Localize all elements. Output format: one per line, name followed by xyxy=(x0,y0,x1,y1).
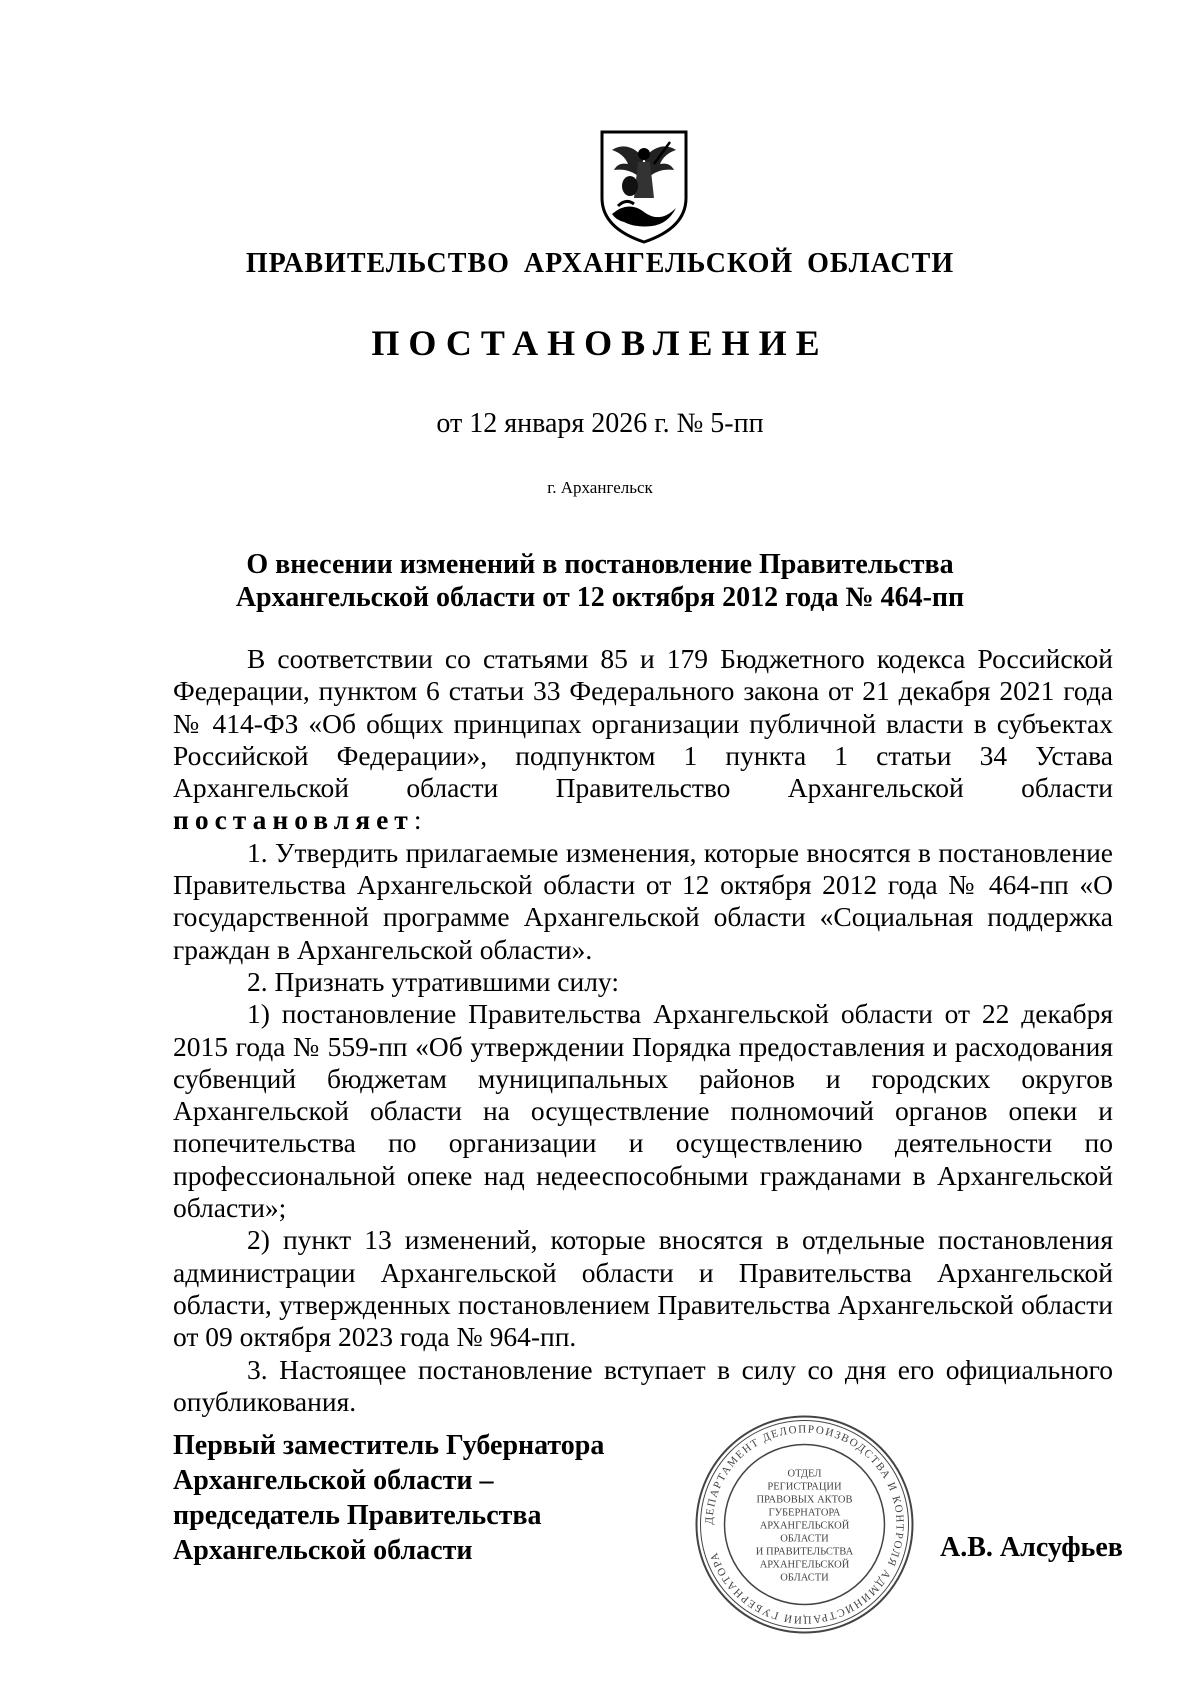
subject-line-1: О внесении изменений в постановление Правительства xyxy=(246,549,954,580)
svg-text:ОБЛАСТИ: ОБЛАСТИ xyxy=(780,1572,829,1584)
svg-text:АРХАНГЕЛЬСКОЙ: АРХАНГЕЛЬСКОЙ xyxy=(759,1559,850,1571)
resolves-word: постановляет xyxy=(173,804,414,836)
item-2: 2. Признать утратившими силу: xyxy=(247,965,619,997)
svg-text:И ПРАВИТЕЛЬСТВА: И ПРАВИТЕЛЬСТВА xyxy=(755,1546,854,1558)
preamble-paragraph xyxy=(173,643,1113,837)
signatory-title xyxy=(173,1428,693,1568)
signatory-name: А.В. Алсуфьев xyxy=(940,1532,1123,1563)
coat-of-arms-icon xyxy=(598,128,690,245)
document-city: г. Архангельск xyxy=(547,478,653,497)
document-body xyxy=(173,643,1113,1418)
svg-text:ОБЛАСТИ: ОБЛАСТИ xyxy=(780,1533,829,1545)
svg-text:ПРАВОВЫХ АКТОВ: ПРАВОВЫХ АКТОВ xyxy=(756,1494,853,1506)
svg-text:АРХАНГЕЛЬСКОЙ: АРХАНГЕЛЬСКОЙ xyxy=(759,1520,850,1532)
document-type: ПОСТАНОВЛЕНИЕ xyxy=(371,323,829,363)
official-seal-stamp xyxy=(692,1412,917,1637)
government-title: ПРАВИТЕЛЬСТВО АРХАНГЕЛЬСКОЙ ОБЛАСТИ xyxy=(245,248,955,279)
item-2-2: 2) пункт 13 изменений, которые вносятся в отдельные постановления администрации Архангельской области и Правительства Архангельской области, утвержденных постановлением Правительства Архангельской области от 09 октября 2023 года № 964-пп. xyxy=(173,1224,1113,1353)
svg-text:ГУБЕРНАТОРА: ГУБЕРНАТОРА xyxy=(768,1507,841,1519)
document-subject xyxy=(150,548,1050,614)
item-1: 1. Утвердить прилагаемые изменения, которые вносятся в постановление Правительства Архангельской области от 12 октября 2012 года № 464-пп «О государственной программе Архангельской области «Социальная поддержка граждан в Архангельской области». xyxy=(173,836,1113,965)
preamble-text: В соответствии со статьями 85 и 179 Бюджетного кодекса Российской Федерации, пунктом 6 статьи 33 Федерального закона от 21 декабря 2021 года № 414-ФЗ «Об общих принципах организации публичной власти в субъектах Российской Федерации», подпунктом 1 пункта 1 статьи 34 Устава Архангельской области Правительство Архангельской области xyxy=(173,643,1113,804)
item-3: 3. Настоящее постановление вступает в силу со дня его официального опубликования. xyxy=(173,1353,1113,1417)
signatory-line-2: Архангельской области – xyxy=(173,1465,494,1496)
resolves-colon: : xyxy=(413,804,422,836)
item-2-1: 1) постановление Правительства Архангельской области от 22 декабря 2015 года № 559-пп «Об утверждении Порядка предоставления и расходования субвенций бюджетам муниципальных районов и городских округов Архангельской области на осуществление полномочий органов опеки и попечительства по организации и осуществлению деятельности по профессиональной опеке над недееспособными гражданами в Архангельской области»; xyxy=(173,998,1113,1224)
signatory-line-4: Архангельской области xyxy=(173,1535,473,1566)
svg-text:ДЕПАРТАМЕНТ ДЕЛОПРОИЗВОДСТВА И: ДЕПАРТАМЕНТ ДЕЛОПРОИЗВОДСТВА И КОНТРОЛЯ АДМИНИСТРАЦИИ ГУБЕРНАТОРА xyxy=(703,1423,906,1626)
svg-text:РЕГИСТРАЦИИ: РЕГИСТРАЦИИ xyxy=(767,1481,842,1493)
svg-text:ОТДЕЛ: ОТДЕЛ xyxy=(787,1468,822,1480)
document-date-number: от 12 января 2026 г. № 5-пп xyxy=(436,408,764,439)
signatory-line-3: председатель Правительства xyxy=(173,1500,542,1531)
signatory-line-1: Первый заместитель Губернатора xyxy=(173,1430,605,1461)
subject-line-2: Архангельской области от 12 октября 2012 года № 464-пп xyxy=(235,582,965,613)
